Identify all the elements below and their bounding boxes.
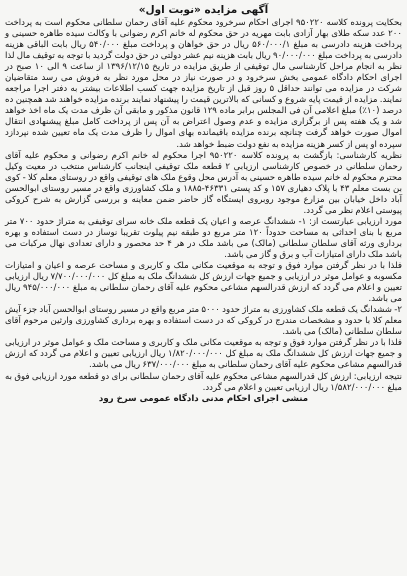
notice-signature: منشی اجرای احکام مدنی دادگاه عمومی سرخ رود [98, 393, 309, 404]
paragraph-property-2: ۲- ششدانگ یک قطعه ملک کشاورزی به متراژ حدود ۵۰۰۰ متر مربع واقع در مسیر روستای ابوالحسن آباد جزء آیش معلم کلا با حدود و مشخصات مندرج در کروکی که در دست استفاده و بهره برداری کشاورزی وارثین مرحوم آقای سلطان سلطانی (مالک) می باشد. [5, 305, 402, 338]
paragraph-property-2-valuation: فلذا با در نظر گرفتن موارد فوق و توجه به موقعیت مکانی ملک و کاربری و مساحت ملک و عوامل موثر در ارزیابی و جمیع جهات ارزش کل ششدانگ ملک به مبلغ کل ۱/۸۲۰/۰۰۰/۰۰۰ ریال ارزیابی تعیین و اعلام می گردد که ارزش قدرالسهم مشاعی محکوم علیه آقای رحمان سلطانی به مبلغ ۶۳۷/۰۰۰/۰۰۰ ریال می باشد. [5, 338, 402, 371]
paragraph-case-summary: بحکایت پرونده کلاسه ۹۵۰۲۲۰ اجرای احکام سرخرود محکوم علیه آقای رحمان سلطانی محکوم است به پرداخت ۲۰۰ عدد سکه طلای بهار آزادی بابت مهریه در حق محکوم له خانم اکرم رضوانی با وکالت سیده طاهره حسینی و پرداخت هزینه دادرسی به مبلغ ۵۶۰/۰۰۰/۱ ریال در حق خواهان و پرداخت مبلغ ۵۴۰/۰۰۰ ریال بابت الباقی هزینه دادرسی به پرداخت مبلغ ۹۰/۰۰۰/۰۰۰ ریال بابت هزینه نیم عشر دولتی در حق دولت گردید با توجه به توقیف مال لذا نظر به انجام مراحل کارشناسی مال توقیفی از طریق مزایده در تاریخ ۱۳۹۶/۱۲/۱۵ از ساعت ۹ الی ۱۰ صبح در اجرای احکام دادگاه عمومی بخش سرخرود و در صورت نیاز در محل مورد نظر به فروش می رسد متقاضیان شرکت در مزایده می توانند حداقل ۵ روز قبل از تاریخ مزایده جهت کسب اطلاعات بیشتر به دفتر اجرا مراجعه نمایند. مزایده از قیمت پایه شروع و کسانی که بالاترین قیمت را پیشنهاد نمایند برنده مزایده خواهند شد همچنین ده درصد (۱۰٪) مبلغ اعلامی آن فی المجلس برابر ماده ۱۲۹ قانون مذکور و مابقی آن ظرف مدت یک ماه اخذ خواهد شد و یک هفته پس از برگزاری مزایده و عدم وصول اعتراض به آن پس از پرداخت کامل مبلغ پیشنهادی انتقال اموال صورت خواهد گرفت چنانچه برنده مزایده باقیمانده بهای اموال را ظرف مدت یک ماه تعیین شده نپردازد سپرده او پس از کسر هزینه مزایده به نفع دولت ضبط خواهد شد. [5, 18, 402, 150]
paragraph-property-1: مورد ارزیابی عبارتست از: ۱- ششدانگ عرصه و اعیان یک قطعه ملک خانه سرای توقیفی به متراژ حدود ۷۰۰ متر مربع با بنای احداثی به مساحت حدوداً ۱۲۰ متر مربع دو طبقه نیم پیلوت تقریبا نوساز در دست استفاده و بهره برداری ورثه آقای سلطان سلطانی (مالک) می باشد ملک در هر ۴ حد محصور و دارای تعدادی نهال مرکبات می باشد ملک دارای امتیازات آب و برق و گاز می باشد. [5, 216, 402, 260]
notice-body [5, 18, 402, 394]
paragraph-property-1-valuation: فلذا با در نظر گرفتن موارد فوق و توجه به موقعیت مکانی ملک و کاربری و مساحت عرصه و اعیان و امتیازات مکسوبه و عوامل موثر در ارزیابی و جمیع جهات ارزش کل ششدانگ ملک به مبلغ کل ۷/۷۰۰/۰۰۰/۰۰۰ ریال ارزیابی تعیین و اعلام می گردد که ارزش قدرالسهم مشاعی محکوم علیه آقای رحمان سلطانی به مبلغ ۹۴۵/۰۰۰/۰۰۰ ریال می باشد. [5, 261, 402, 305]
notice-title: آگهی مزایده «نوبت اول» [138, 4, 269, 16]
paragraph-expert-opinion: نظریه کارشناسی: بازگشت به پرونده کلاسه ۹۵۰۲۲۰ اجرا محکوم له خانم اکرم رضوانی و محکوم علیه آقای رحمان سلطانی در خصوص کارشناسی ارزیابی ۲ قطعه ملک توقیفی اینجانب کارشناس منتخب در معیت وکیل محترم محکوم له خانم سیده طاهره حسینی به آدرس محل وقوع ملک های توقیفی واقع در روستای معلم کلا - کوی بن بست معلم ۴۳ با پلاک دهیاری ۱۵۷ و کد پستی ۴۶۳۳۱-۱۸۸۵ و ملک کشاورزی واقع در مسیر روستای ابوالحسن آباد داخل خیابان بین مزارع موجود روبروی ایستگاه گاز حاضر ضمن معاینه و بررسی گزارش به شرح کروکی پیوستی اعلام نظر می گردد. [5, 150, 403, 216]
paragraph-valuation-result: نتیجه ارزیابی: ارزش کل قدرالسهم مشاعی محکوم علیه آقای رحمان سلطانی برای دو قطعه مورد ارزیابی فوق به مبلغ ۱/۵۸۲/۰۰۰/۰۰۰ ریال ارزیابی تعیین و اعلام می گردد. [5, 371, 402, 393]
